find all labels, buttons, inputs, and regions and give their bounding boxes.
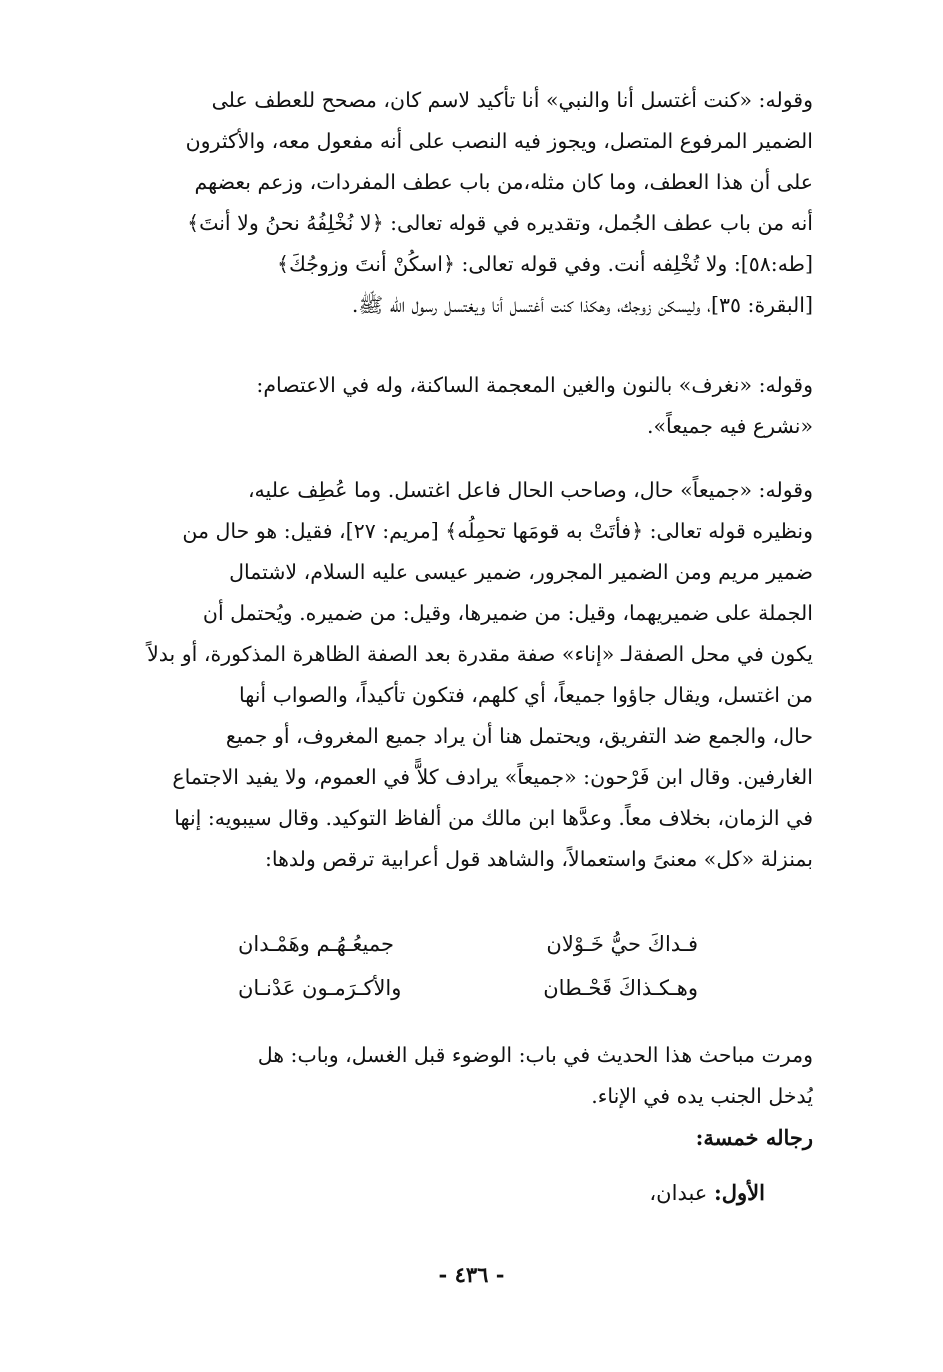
text-line: في الزمان، بخلاف معاً. وعدَّها ابن مالك من ألفاظ التوكيد. وقال سيبويه: إنها [174, 806, 813, 830]
first-narrator [649, 1180, 765, 1205]
text-line: [طه:٥٨]: ولا تُخْلِفه أنت. وفي قوله تعالى: ﴿اسكُنْ أنتَ وزوجُكَ﴾ [276, 252, 813, 276]
text-line: «نشرع فيه جميعاً». [647, 414, 813, 438]
text-line: على أن هذا العطف، وما كان مثله،من باب عطف المفردات، وزعم بعضهم [194, 170, 813, 194]
text-line: وقوله: «نغرف» بالنون والغين المعجمة الساكنة، وله في الاعتصام: [256, 373, 813, 397]
text-line: الجملة على ضميريهما، وقيل: من ضميرها، وقيل: من ضميره. ويُحتمل أن [202, 601, 813, 625]
narrator-name: عبدان، [649, 1181, 708, 1205]
text-line: من اغتسل، ويقال جاؤوا جميعاً، أي كلهم، فتكون تأكيداً، والصواب أنها [239, 683, 813, 707]
page-number: - ٤٣٦ - [438, 1262, 505, 1287]
text-line: الغارفين. وقال ابن فَرْحون: «جميعاً» يرادف كلاًّ في العموم، ولا يفيد الاجتماع [172, 765, 813, 789]
text-line: ونظيره قوله تعالى: ﴿فأتَتْ به قومَها تحمِلُه﴾ [مريم: ٢٧]، فقيل: هو حال من [182, 519, 813, 543]
verse-line [238, 922, 698, 966]
text-line: وقوله: «جميعاً» حال، وصاحب الحال فاعل اغتسل. وما عُطِف عليه، [247, 478, 813, 502]
text-line: ضمير مريم ومن الضمير المجرور، ضمير عيسى عليه السلام، لاشتمال [229, 560, 813, 584]
poetry-verse [238, 922, 698, 1010]
text-line: يُدخل الجنب يده في الإناء. [591, 1084, 813, 1108]
verse-first-hemistich: وهـكـذاكَ قَحْـطان [543, 976, 698, 1000]
text-line: [البقرة: ٣٥]، وليسكن زوجك، وهكذا كنت أغتسل أنا ويغتسل رسول الله ﷺ. [351, 293, 813, 317]
narrator-label: الأول: [714, 1180, 765, 1205]
verse-second-hemistich: والأكـرَمـون عَدْنـان [238, 976, 402, 1000]
paragraph-2 [128, 365, 813, 447]
text-line: حال، والجمع ضد التفريق، ويحتمل هنا أن يراد جميع المغروف، أو جميع [225, 724, 813, 748]
text-line: يكون في محل الصفةلـ «إناء» صفة مقدرة بعد الصفة الظاهرة المذكورة، أو بدلاً [147, 642, 813, 666]
paragraph-4 [128, 1035, 813, 1117]
text-line: الضمير المرفوع المتصل، ويجوز فيه النصب على أنه مفعول معه، والأكثرون [185, 129, 813, 153]
verse-second-hemistich: جميعُـهُـم وهَمْـدان [238, 932, 395, 956]
text-line: بمنزلة «كل» معنىً واستعمالاً، والشاهد قول أعرابية ترقص ولدها: [264, 847, 813, 871]
paragraph-3 [128, 470, 813, 880]
verse-first-hemistich: فـداكَ حيُّ خَـوْلان [546, 932, 698, 956]
text-line: ومرت مباحث هذا الحديث في باب: الوضوء قبل الغسل، وباب: هل [257, 1043, 813, 1067]
text-line: أنه من باب عطف الجُمل، وتقديره في قوله تعالى: ﴿لا نُخْلِفُهُ نحنُ ولا أنتَ﴾ [187, 211, 813, 235]
section-heading: رجاله خمسة: [695, 1125, 813, 1150]
verse-line [238, 966, 698, 1010]
text-line: وقوله: «كنت أغتسل أنا والنبي» أنا تأكيد لاسم كان، مصحح للعطف على [211, 88, 813, 112]
paragraph-1 [128, 80, 813, 326]
